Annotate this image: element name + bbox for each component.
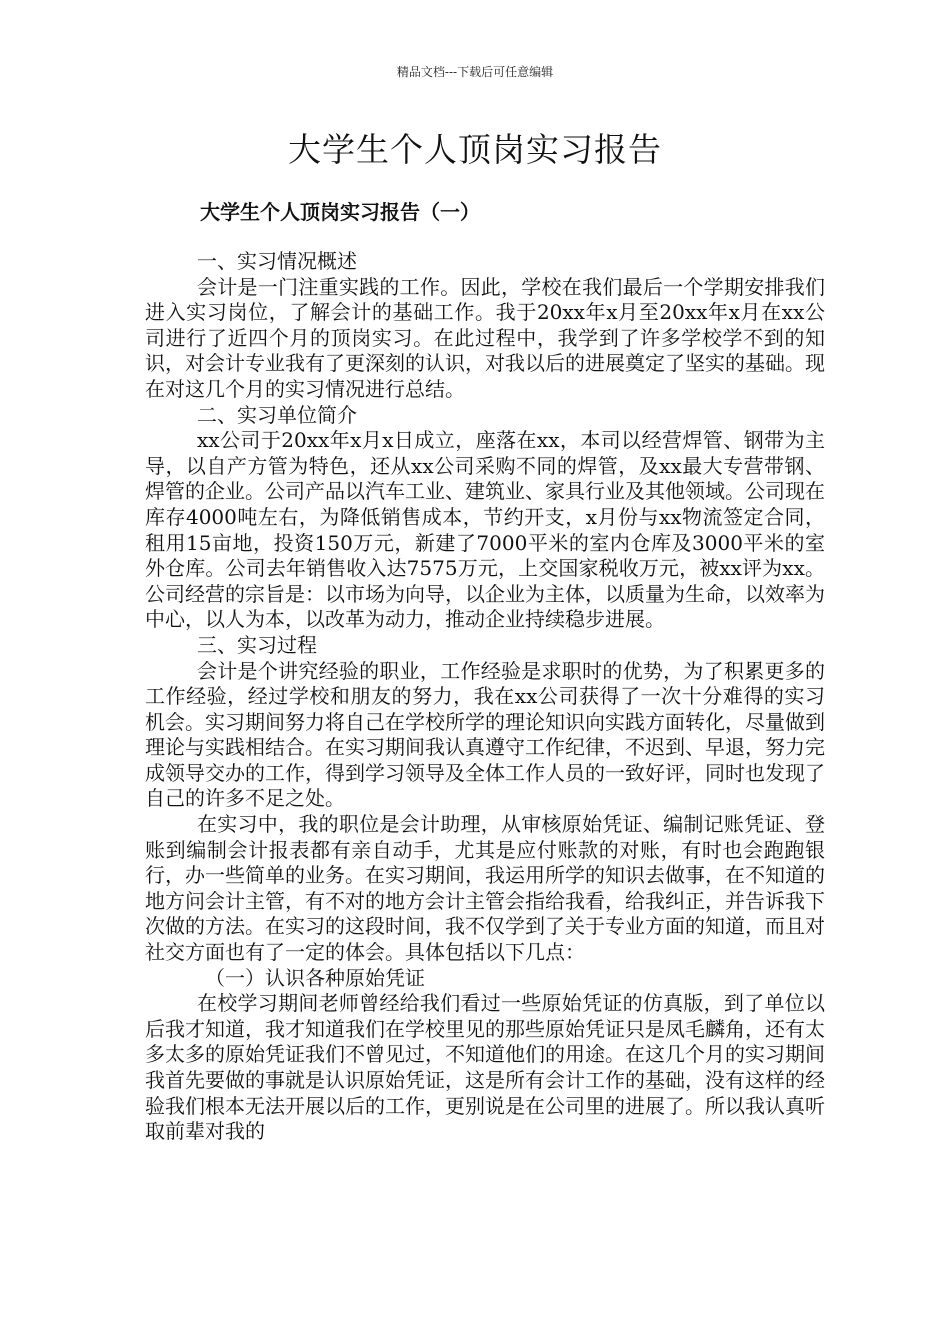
section-heading-process: 三、实习过程	[197, 632, 317, 657]
subsection-heading-vouchers: （一）认识各种原始凭证	[205, 965, 425, 990]
section-heading-overview: 一、实习情况概述	[197, 249, 357, 273]
paragraph-process-2: 在实习中，我的职位是会计助理，从审核原始凭证、编制记账凭证、登账到编制会计报表都有亲自动手，尤其是应付账款的对账，有时也会跑跑银行，办一些简单的业务。在实习期间，我运用所学的知识去做事，在不知道的地方问会计主管，有不对的地方会计主管会指给我看，给我纠正，并告诉我下次做的方法。在实习的这段时间，我不仅学到了关于专业方面的知道，而且对社交方面也有了一定的体会。具体包括以下几点：	[145, 812, 825, 965]
paragraph-overview: 会计是一门注重实践的工作。因此，学校在我们最后一个学期安排我们进入实习岗位，了解会计的基础工作。我于20xx年x月至20xx年x月在xx公司进行了近四个月的顶岗实习。在此过程中，我学到了许多学校学不到的知识，对会计专业我有了更深刻的认识，对我以后的进展奠定了坚实的基础。现在对这几个月的实习情况进行总结。	[145, 274, 825, 401]
document-body	[145, 249, 825, 1145]
paragraph-vouchers: 在校学习期间老师曾经给我们看过一些原始凭证的仿真版，到了单位以后我才知道，我才知道我们在学校里见的那些原始凭证只是凤毛麟角，还有太多太多的原始凭证我们不曾见过，不知道他们的用途。在这几个月的实习期间我首先要做的事就是认识原始凭证，这是所有会计工作的基础，没有这样的经验我们根本无法开展以后的工作，更别说是在公司里的进展了。所以我认真听取前辈对我的	[145, 991, 825, 1144]
document-title: 大学生个人顶岗实习报告	[288, 130, 662, 169]
section-heading-company: 二、实习单位简介	[197, 402, 357, 427]
header-note: 精品文档---下载后可任意编辑	[396, 65, 554, 79]
document-subtitle: 大学生个人顶岗实习报告（一）	[200, 200, 480, 224]
paragraph-company: xx公司于20xx年x月x日成立，座落在xx，本司以经营焊管、钢带为主导，以自产方管为特色，还从xx公司采购不同的焊管，及xx最大专营带钢、焊管的企业。公司产品以汽车工业、建筑业、家具行业及其他领域。公司现在库存4000吨左右，为降低销售成本，节约开支，x月份与xx物流签定合同，租用15亩地，投资150万元，新建了7000平米的室内仓库及3000平米的室外仓库。公司去年销售收入达7575万元，上交国家税收万元，被xx评为xx。公司经营的宗旨是：以市场为向导，以企业为主体，以质量为生命，以效率为中心，以人为本，以改革为动力，推动企业持续稳步进展。	[145, 428, 825, 632]
paragraph-process-1: 会计是个讲究经验的职业，工作经验是求职时的优势，为了积累更多的工作经验，经过学校和朋友的努力，我在xx公司获得了一次十分难得的实习机会。实习期间努力将自己在学校所学的理论知识向实践方面转化，尽量做到理论与实践相结合。在实习期间我认真遵守工作纪律，不迟到、早退，努力完成领导交办的工作，得到学习领导及全体工作人员的一致好评，同时也发现了自己的许多不足之处。	[145, 658, 825, 811]
